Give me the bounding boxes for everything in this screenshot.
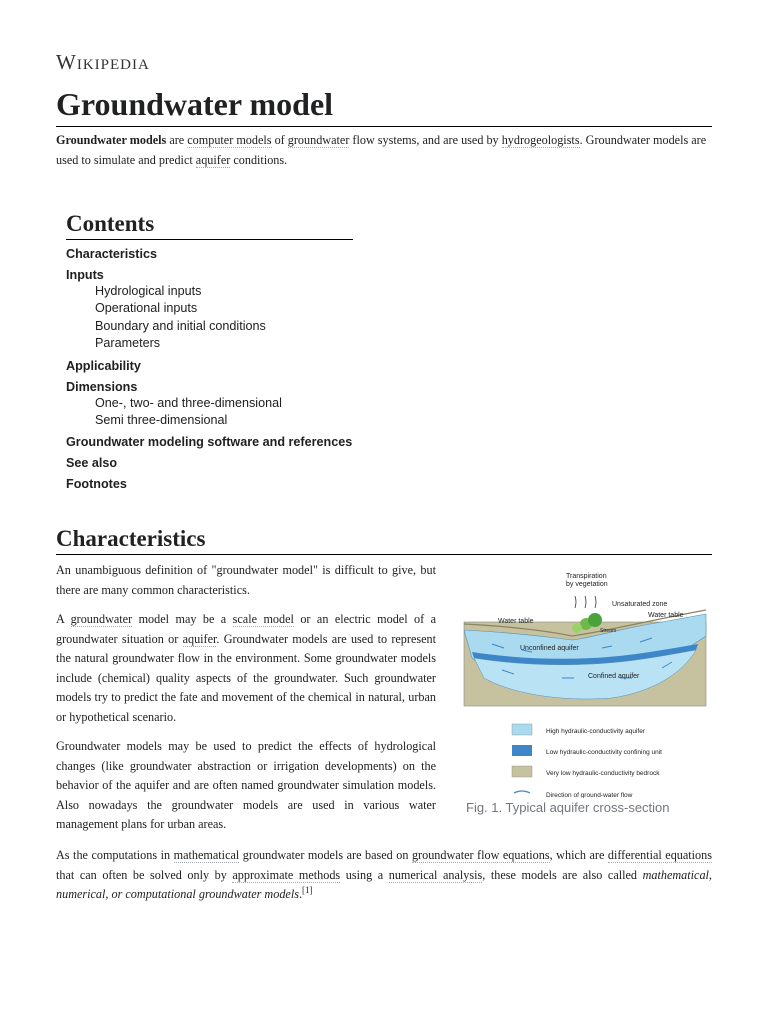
text: groundwater models are based on xyxy=(239,848,412,862)
text: using a xyxy=(340,867,389,882)
label-stream: Stream xyxy=(600,628,617,634)
toc-subitem-one-two-three-dimensional[interactable]: One-, two- and three-dimensional xyxy=(95,395,282,410)
legend-label-confining: Low hydraulic-conductivity confining unit xyxy=(546,749,662,756)
toc-subitem-semi-three-dimensional[interactable]: Semi three-dimensional xyxy=(95,413,228,428)
text: , which are xyxy=(549,848,608,862)
toc-item-inputs-label[interactable]: Inputs xyxy=(66,268,104,282)
figure-caption: Fig. 1. Typical aquifer cross-section xyxy=(466,800,670,815)
link-aquifer-2[interactable]: aquifer xyxy=(182,631,217,646)
legend-swatch-bedrock xyxy=(512,766,532,777)
toc-list xyxy=(66,246,353,492)
text: As the computations in xyxy=(56,848,174,862)
reference-1[interactable]: [1] xyxy=(302,884,313,895)
toc-item-software[interactable]: Groundwater modeling software and references xyxy=(66,435,353,450)
text: are xyxy=(166,133,188,147)
wikipedia-logo[interactable]: Wikipedia xyxy=(56,50,150,74)
transpiration-arrow xyxy=(575,596,596,608)
toc-item-dimensions xyxy=(66,379,353,430)
toc-item-applicability[interactable]: Applicability xyxy=(66,358,141,373)
section-heading-characteristics: Characteristics xyxy=(56,525,712,555)
legend-label-aquifer: High hydraulic-conductivity aquifer xyxy=(546,728,645,735)
text: . Groundwater models are used to simulate and predict xyxy=(56,133,707,167)
text: of xyxy=(271,133,288,147)
toc-item-characteristics[interactable]: Characteristics xyxy=(66,247,158,261)
text: or an electric model of a groundwater situation or xyxy=(56,612,436,646)
toc-item-footnotes[interactable]: Footnotes xyxy=(66,477,127,492)
legend-label-flow: Direction of ground-water flow xyxy=(546,792,633,798)
paragraph-3: Groundwater models may be used to predict the effects of hydrological changes (like groundwater abstraction or irrigation developments) on the behavior of the aquifer and are often named groundwater simulation models. Also nowadays the groundwater models are used in various water management plans for urban areas. xyxy=(56,739,436,831)
text: , these models are also called xyxy=(482,867,643,882)
link-hydrogeologists[interactable]: hydrogeologists xyxy=(501,133,580,147)
link-differential-equations[interactable]: differential equations xyxy=(607,848,712,862)
legend-swatch-aquifer xyxy=(512,724,532,735)
toc-item-inputs xyxy=(66,267,353,353)
label-transpiration-2: by vegetation xyxy=(566,581,608,588)
toc-sublist-dimensions xyxy=(66,395,353,430)
toc-item-see-also[interactable]: See also xyxy=(66,456,118,471)
link-approximate-methods[interactable]: approximate methods xyxy=(232,867,341,882)
text: . Groundwater models are used to represent the natural groundwater flow in the environment. Some groundwater models include (chemical) quality aspects of the groundwater. Such groundwater models try to predict the fate and movement of the chemical in natural, urban or hypothetical scenario. xyxy=(56,631,436,724)
label-transpiration: Transpiration xyxy=(566,573,607,580)
paragraph-1: An unambiguous definition of "groundwater model" is difficult to give, but there are many common characteristics. xyxy=(56,563,436,597)
toc-sublist-inputs xyxy=(66,283,353,353)
link-numerical-analysis[interactable]: numerical analysis xyxy=(388,867,483,882)
label-unconfined-aquifer: Unconfined aquifer xyxy=(520,645,579,652)
section-body-full-width xyxy=(56,846,712,905)
toc-subitem-operational-inputs[interactable]: Operational inputs xyxy=(95,301,198,316)
link-groundwater-2[interactable]: groundwater xyxy=(70,612,133,626)
table-of-contents xyxy=(66,209,353,492)
page-title: Groundwater model xyxy=(56,84,712,127)
link-scale-model[interactable]: scale model xyxy=(232,612,294,626)
text: that can often be solved only by xyxy=(56,867,233,882)
text: model may be a xyxy=(132,612,233,626)
label-water-table-right: Water table xyxy=(648,612,684,619)
toc-item-dimensions-label[interactable]: Dimensions xyxy=(66,379,138,394)
toc-heading: Contents xyxy=(66,209,353,240)
toc-subitem-hydrological-inputs[interactable]: Hydrological inputs xyxy=(95,284,202,298)
paragraph-2 xyxy=(56,610,436,727)
text: A xyxy=(56,612,71,626)
link-groundwater[interactable]: groundwater xyxy=(287,133,350,147)
aquifer-figure[interactable] xyxy=(462,566,712,803)
tree-icon xyxy=(572,623,582,633)
intro-paragraph xyxy=(56,131,712,170)
legend-swatch-confining xyxy=(512,745,532,756)
text: conditions. xyxy=(230,152,288,167)
legend-flow-arrow-icon xyxy=(514,791,530,793)
toc-subitem-boundary-conditions[interactable]: Boundary and initial conditions xyxy=(95,318,266,333)
label-confined-aquifer: Confined aquifer xyxy=(588,673,640,680)
label-unsaturated-zone: Unsaturated zone xyxy=(612,601,668,608)
paragraph-4 xyxy=(56,846,712,905)
link-groundwater-flow-equations[interactable]: groundwater flow equations xyxy=(411,848,550,862)
text: flow systems, and are used by xyxy=(349,133,502,147)
emphasis-model-types: mathematical, numerical, or computational groundwater models xyxy=(56,867,712,901)
text: . xyxy=(298,887,302,901)
aquifer-cross-section-diagram xyxy=(462,566,712,798)
legend-label-bedrock: Very low hydraulic-conductivity bedrock xyxy=(546,770,660,777)
toc-subitem-parameters[interactable]: Parameters xyxy=(95,336,161,351)
link-mathematical[interactable]: mathematical xyxy=(173,848,240,862)
link-computer-models[interactable]: computer models xyxy=(187,133,272,147)
tree-icon xyxy=(588,613,602,627)
figure-legend xyxy=(512,724,662,798)
intro-bold-term: Groundwater models xyxy=(56,133,167,147)
link-aquifer[interactable]: aquifer xyxy=(195,152,231,167)
section-body-left-column xyxy=(56,561,436,845)
label-water-table-left: Water table xyxy=(498,618,534,625)
